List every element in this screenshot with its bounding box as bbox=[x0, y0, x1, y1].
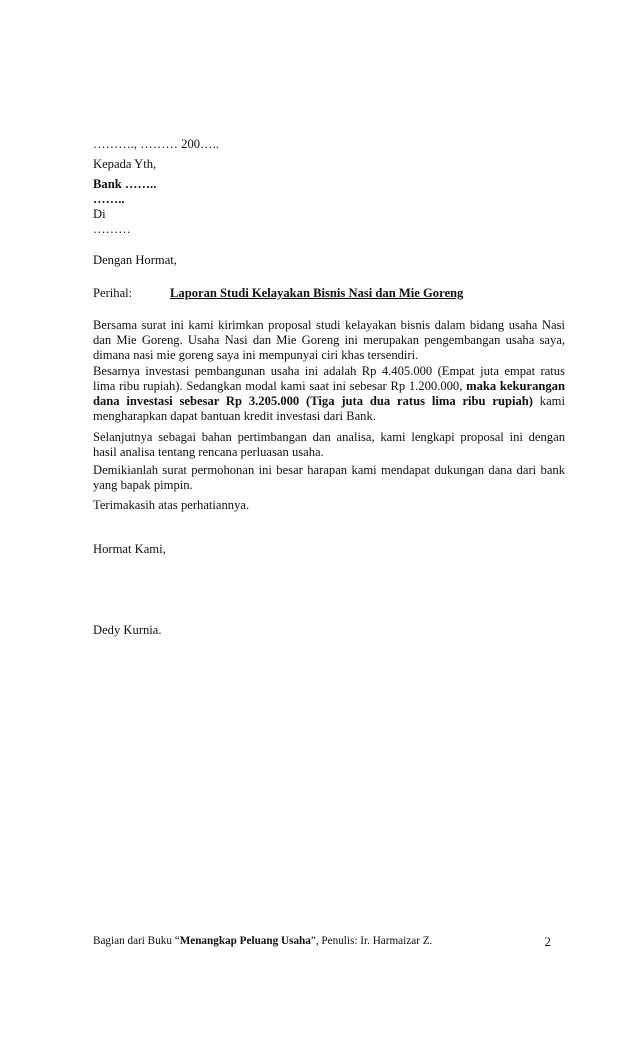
page-number: 2 bbox=[544, 934, 551, 949]
footer-book-title: Menangkap Peluang Usaha bbox=[179, 935, 311, 947]
investment-text-a: Besarnya investasi pembangunan usaha ini adalah Rp 4.405.000 (Empat juta empat ratus lima ribu rupiah). Sedangkan modal kami saat ini sebesar Rp 1.200.000, bbox=[93, 364, 565, 393]
investment-text-b: kami mengharapkan dapat bantuan kredit investasi dari Bank. bbox=[93, 394, 565, 423]
document-page bbox=[93, 0, 565, 1051]
signatory-name: Dedy Kurnia. bbox=[93, 623, 162, 637]
greeting: Dengan Hormat, bbox=[93, 253, 177, 267]
paragraph-analysis: Selanjutnya sebagai bahan pertimbangan dan analisa, kami lengkapi proposal ini dengan hasil analisa tentang rencana perluasan usaha. bbox=[93, 430, 565, 459]
perihal-subject: Laporan Studi Kelayakan Bisnis Nasi dan Mie Goreng bbox=[170, 286, 464, 300]
paragraph-request: Demikianlah surat permohonan ini besar harapan kami mendapat dukungan dana dari bank yang bapak pimpin. bbox=[93, 463, 565, 492]
investment-shortfall: maka kekurangan dana investasi sebesar Rp 3.205.000 (Tiga juta dua ratus lima ribu rupiah) bbox=[93, 379, 565, 408]
paragraph-intro: Bersama surat ini kami kirimkan proposal studi kelayakan bisnis dalam bidang usaha Nasi dan Mie Goreng. Usaha Nasi dan Mie Goreng ini merupakan pengembangan usaha saya, dimana nasi mie goreng saya ini mempunyai ciri khas tersendiri. bbox=[93, 318, 565, 362]
page-footer bbox=[93, 934, 565, 950]
closing: Hormat Kami, bbox=[93, 542, 166, 556]
paragraph-thanks: Terimakasih atas perhatiannya. bbox=[93, 498, 250, 512]
perihal-label: Perihal: bbox=[93, 286, 133, 300]
paragraph-investment bbox=[93, 364, 565, 424]
bank-name: Bank …….. bbox=[93, 177, 157, 191]
recipient-salutation: Kepada Yth, bbox=[93, 157, 157, 171]
date-line: ………., ……… 200….. bbox=[93, 137, 219, 151]
footer-credit bbox=[93, 934, 432, 949]
bank-branch: …….. bbox=[93, 192, 125, 206]
city-line: ……… bbox=[93, 222, 131, 236]
di-label: Di bbox=[93, 207, 106, 221]
footer-prefix: Bagian dari Buku “ bbox=[93, 935, 180, 947]
footer-suffix: ”, Penulis: Ir. Harmaizar Z. bbox=[310, 935, 433, 947]
